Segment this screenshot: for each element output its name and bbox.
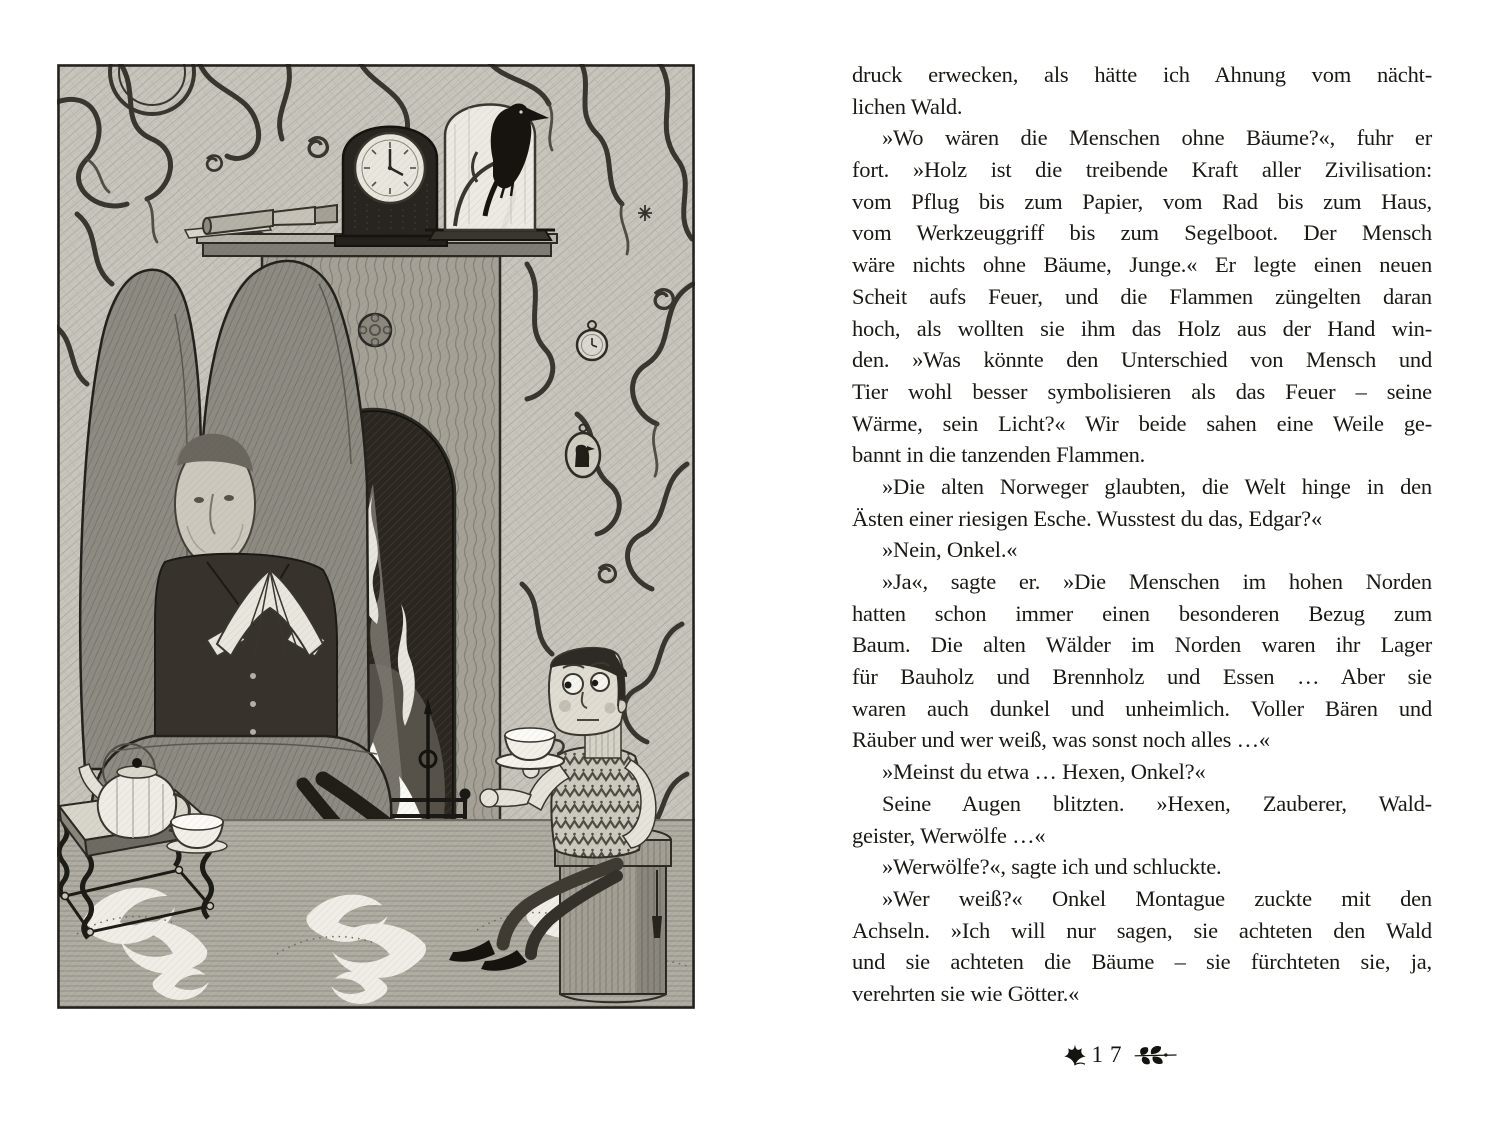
text-line: Baum. Die alten Wälder im Norden waren ihr Lager [852, 632, 1433, 658]
text-line: waren auch dunkel und unheimlich. Voller Bären und [852, 695, 1432, 721]
page-footer [830, 1040, 1410, 1068]
text-line: bannt in die tanzenden Flammen. [852, 442, 1146, 468]
text-line: Ästen einer riesigen Esche. Wusstest du das, Edgar?« [852, 505, 1323, 531]
text-line: »Ja«, sagte er. »Die Menschen im hohen Norden [882, 569, 1432, 594]
text-line: »Wo wären die Menschen ohne Bäume?«, fuhr er [882, 125, 1432, 151]
sprig-ornament-icon [1133, 1044, 1179, 1066]
text-line: hoch, als wollten sie ihm das Holz aus der Hand win- [852, 315, 1433, 341]
illustration-svg [57, 64, 695, 1009]
text-line: »Meinst du etwa … Hexen, Onkel?« [882, 759, 1206, 785]
text-line: »Wer weiß?« Onkel Montague zuckte mit den [882, 885, 1432, 911]
text-line: »Nein, Onkel.« [882, 537, 1018, 563]
text-line: Wärme, sein Licht?« Wir beide sahen eine Weile ge- [852, 410, 1433, 436]
text-line: verehrten sie wie Götter.« [852, 980, 1080, 1006]
text-line: Scheit aufs Feuer, und die Flammen züngelten daran [852, 283, 1432, 309]
text-line: »Die alten Norweger glaubten, die Welt hinge in den [882, 473, 1432, 499]
text-line: Tier wohl besser symbolisieren als das Feuer – seine [852, 378, 1432, 404]
text-line: Achseln. »Ich will nur sagen, sie achteten den Wald [852, 917, 1432, 943]
text-line: für Bauholz und Brennholz und Essen … Aber sie [852, 664, 1432, 690]
text-line: geister, Werwölfe …« [852, 822, 1046, 848]
text-line: druck erwecken, als hätte ich Ahnung vom nächt- [852, 62, 1432, 87]
text-line: und sie achteten die Bäume – sie fürchteten sie, ja, [852, 949, 1432, 975]
text-line: Räuber und wer weiß, was sonst noch alles …« [852, 727, 1270, 753]
text-line: wäre nichts ohne Bäume, Junge.« Er legte einen neuen [852, 252, 1433, 278]
text-line: vom Werkzeuggriff bis zum Segelboot. Der Mensch [852, 220, 1432, 246]
text-line: »Werwölfe?«, sagte ich und schluckte. [882, 854, 1222, 880]
text-line: den. »Was könnte den Unterschied von Mensch und [852, 347, 1432, 373]
text-line: lichen Wald. [852, 93, 963, 119]
story-text [852, 59, 1432, 1010]
text-line: vom Pflug bis zum Papier, vom Rad bis zum Haus, [852, 188, 1432, 214]
text-line: fort. »Holz ist die treibende Kraft aller Zivilisation: [852, 157, 1433, 183]
text-line: hatten schon immer einen besonderen Bezug zum [852, 600, 1433, 626]
illustration [57, 64, 695, 1009]
page-number: 17 [1091, 1041, 1129, 1067]
leaf-ornament-icon [1062, 1043, 1088, 1067]
text-line: Seine Augen blitzten. »Hexen, Zauberer, Wald- [882, 790, 1432, 816]
